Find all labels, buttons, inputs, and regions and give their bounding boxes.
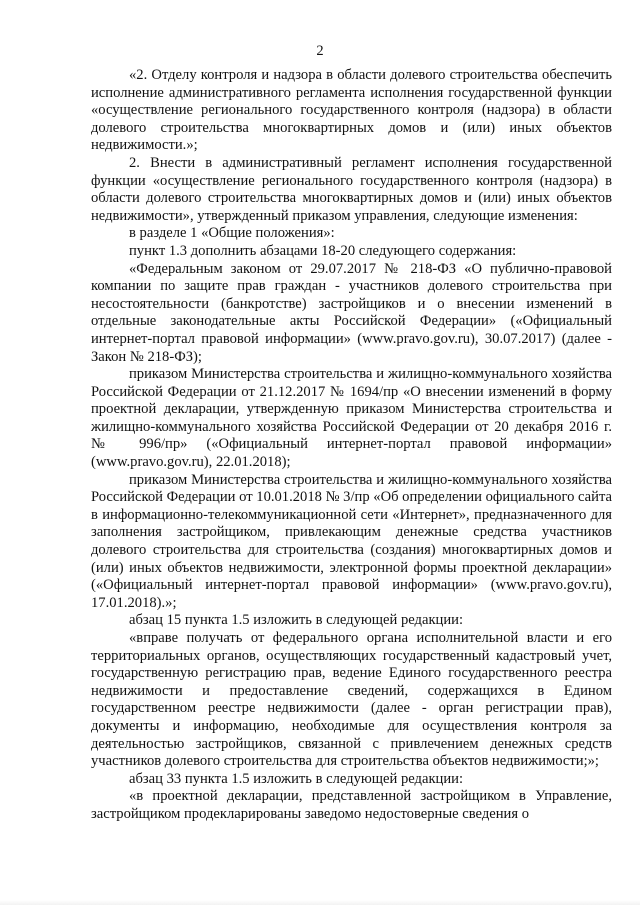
paragraph-amend-regulation: 2. Внести в административный регламент исполнения государственной функции «осуществление регионального государственного контроля (надзора) в области долевого строительства многоквартирных домов и (или) иных объектов недвижимости», утвержденный приказом управления, следующие изменения: [91,154,612,224]
paragraph-federal-law-218: «Федеральным законом от 29.07.2017 № 218-ФЗ «О публично-правовой компании по защите прав граждан - участников долевого строительства при несостоятельности (банкротстве) застройщиков и о внесении изменений в отдельные законодательные акты Российской Федерации» («Официальный интернет-портал правовой информации» (www.pravo.gov.ru), 30.07.2017) (далее - Закон № 218-ФЗ); [91,260,612,365]
paragraph-item-1-3: пункт 1.3 дополнить абзацами 18-20 следующего содержания: [129,242,517,259]
paragraph-order-1694: приказом Министерства строительства и жилищно-коммунального хозяйства Российской Федерации от 21.12.2017 № 1694/пр «О внесении изменений в форму проектной декларации, утвержденную приказом Министерства строительства и жилищно-коммунального хозяйства Российской Федерации от 20 декабря 2016 г. № 996/пр» («Официальный интернет-портал правовой информации» (www.pravo.gov.ru), 22.01.2018); [91,366,612,471]
page-number: 2 [316,43,324,59]
paragraph-right-to-receive: «вправе получать от федерального органа исполнительной власти и его территориальных органов, осуществляющих государственный кадастровый учет, государственную регистрацию прав, ведение Единого государственного реестра недвижимости и предоставление сведений, содержащихся в Едином государственном реестре недвижимости (далее - орган регистрации прав), документы и информацию, необходимые для осуществления контроля за деятельностью застройщиков, связанной с привлечением денежных средств участников долевого строительства для строительства объектов недвижимости;»; [91,630,612,770]
paragraph-department-obligation: «2. Отделу контроля и надзора в области долевого строительства обеспечить исполнение административного регламента исполнения государственной функции «осуществление регионального государственного контроля (надзора) в области долевого строительства многоквартирных домов и (или) иных объектов недвижимости.»; [91,67,612,154]
paragraph-section-1: в разделе 1 «Общие положения»: [129,225,335,242]
paragraph-item-15: абзац 15 пункта 1.5 изложить в следующей редакции: [129,612,464,629]
page-bottom-edge [0,900,640,905]
paragraph-item-33: абзац 33 пункта 1.5 изложить в следующей редакции: [129,770,464,787]
paragraph-order-3: приказом Министерства строительства и жилищно-коммунального хозяйства Российской Федерации от 10.01.2018 № 3/пр «Об определении официального сайта в информационно-телекоммуникационной сети «Интернет», предназначенного для заполнения застройщиком, привлекающим денежные средства участников долевого строительства для строительства (создания) многоквартирных домов и (или) иных объектов недвижимости, электронной формы проектной декларации» («Официальный интернет-портал правовой информации» (www.pravo.gov.ru), 17.01.2018).»; [91,471,612,611]
paragraph-project-declaration: «в проектной декларации, представленной застройщиком в Управление, застройщиком продекларированы заведомо недостоверные сведения о [91,788,612,822]
document-body [91,67,612,824]
